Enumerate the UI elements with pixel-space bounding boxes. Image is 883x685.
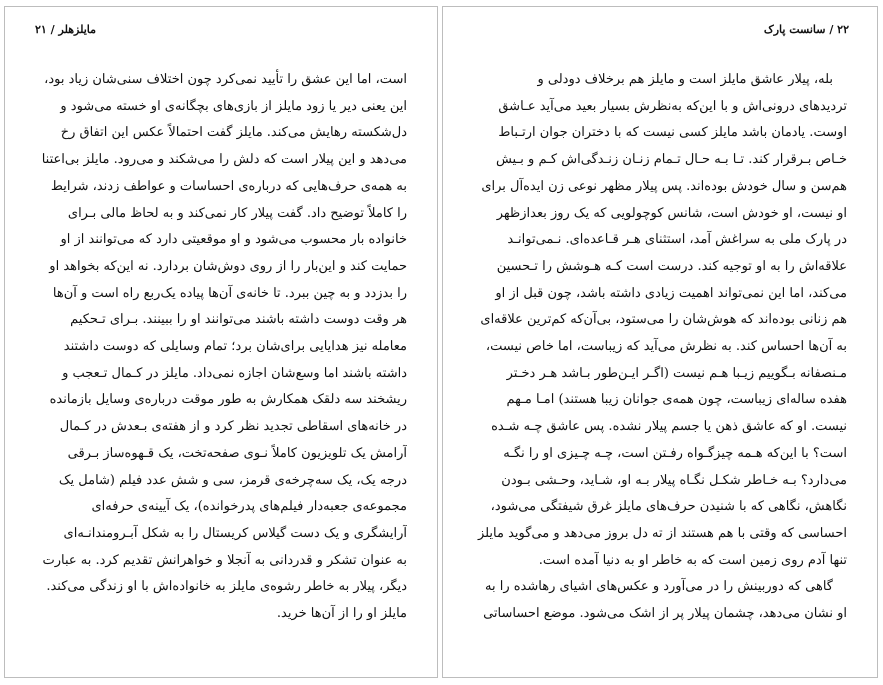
text-line: بله، پیلار عاشق مایلز است و مایلز هم برخلاف دودلی و — [537, 72, 833, 87]
text-line: علاقه‌اش را به او توجیه کند. درست است کـه هـوشش را تـحسین — [496, 258, 847, 274]
text-line: آرایشگری و یک دست گیلاس کریستال را به شکل آبـرومندانـه‌ای — [63, 525, 407, 541]
text-line: نگاهش، نگاهی که با شنیدن حرف‌های مایلز غرق شیفتگی می‌شود، — [490, 499, 847, 515]
text-line: در خانه‌های اسقاطی تجدید نظر کرد و از هفته‌ی بـعدش در کـمال — [59, 419, 407, 435]
text-line: را کاملاً توضیح داد. گفت پیلار کار نمی‌کند و به لحاظ مالی بـرای — [67, 205, 407, 221]
text-line: هم‌سن و سال خودش بوده‌اند. پس پیلار مظهر نوعی زن ایده‌آل برای — [481, 178, 847, 194]
text-line: را بدزدد و به چین ببرد. تا خانه‌ی آن‌ها پیاده یک‌ربع راه است و آن‌ها — [52, 285, 407, 301]
text-line: هر وقت دوست داشته باشند می‌توانند او را ببینند. بـرای تـحکیم — [70, 312, 407, 328]
text-line: او نشان می‌دهد، چشمان پیلار پر از اشک می‌شود. موضع احساساتی — [483, 606, 847, 622]
text-line: می‌کند، اما این نمی‌تواند اهمیت زیادی داشته باشد، چون قبل از او — [495, 285, 847, 301]
text-line: می‌دارد؟ بـه خـاطر شکـل نگـاه پیلار بـه او، شـاید، وحـشی بـودن — [501, 472, 847, 488]
text-line: معامله نیز هدایایی برای‌شان برد؛ تمام وسایلی که دوست داشتند — [63, 339, 407, 355]
right-running-head: ۲۲ / سانست پارک — [763, 23, 849, 36]
text-line: به همه‌ی حرف‌هایی که درباره‌ی احساسات و عواطف زدند، شرایط — [50, 178, 407, 194]
text-line: احساسی که وقتی با هم هستند از ته دل بروز می‌دهد و می‌گوید مایلز — [477, 525, 847, 541]
text-line: می‌دهد و این پیلار است که دلش را می‌شکند و می‌رود. مایلز بی‌اعتنا — [41, 152, 407, 168]
text-line: داشته باشند اما وسع‌شان اجازه نمی‌داد. مایلز در کـمال تـعجب و — [62, 365, 407, 381]
text-line: به آن‌ها احساس کند. به نظرش می‌آید که زیباست، اما خاص نیست، — [485, 339, 847, 355]
text-line: تردیدهای درونی‌اش و با این‌که به‌نظرش بسیار بعید می‌آید عـاشق — [498, 98, 847, 114]
text-line: نیست. او که عاشق ذهن یا جسم پیلار نشده. پس عاشق چـه شـده — [491, 419, 847, 435]
text-line: هفده ساله‌ای زیباست، چون همه‌ی جوانان زیبا هستند) امـا مـهم — [506, 392, 847, 408]
left-page — [4, 6, 438, 678]
text-line: دل‌شکسته رهایش می‌کند. مایلز گفت احتمالاً عکس این اتفاق رخ — [60, 125, 407, 141]
text-line: مایلز او را از آن‌ها خرید. — [276, 606, 407, 622]
text-line: است؟ با این‌که هـمه چیزگـواه رفـتن است، چـه چـیزی او را نگـه — [503, 445, 847, 461]
text-line: آرامش یک تلویزیون کاملاً نـوی صفحه‌تخت، یک قـهوه‌ساز بـرقی — [67, 445, 407, 461]
text-line: در پارک ملی به سراغش آمد، استثنای هـر قـاعده‌ای. نـمی‌توانـد — [507, 232, 847, 248]
text-line: خـاص بـرقرار کند. تـا بـه حـال تـمام زنـان زنـدگی‌اش کـم و بـیش — [495, 152, 847, 168]
text-line: اوست. یادمان باشد مایلز کسی نیست که با دختران جوان ارتـباط — [498, 125, 847, 141]
left-running-head: مایلزهلر / ۲۱ — [35, 23, 97, 36]
text-line: این یعنی دیر یا زود مایلز از بازی‌های بچگانه‌ی او خسته می‌شود و — [60, 98, 407, 114]
text-line: ریشخند سه دلقک همکارش به طور موقت درباره‌ی وسایل بازمانده — [49, 392, 407, 408]
right-page-body — [475, 67, 847, 628]
text-line: تنها آدم روی زمین است که به خاطر او به دنیا آمده است. — [538, 552, 847, 568]
right-page — [442, 6, 878, 678]
text-line: هم زنانی بوده‌اند که هوش‌شان را می‌ستود، بی‌آن‌که کم‌ترین علاقه‌ای — [480, 312, 847, 328]
text-line: او نیست، او خودش است، شانس کوچولویی که یک روز بعدازظهر — [496, 205, 847, 221]
text-line: مـنصفانه بـگوییم زیـبا هـم نیست (اگـر ایـن‌طور بـاشد هـر دخـتر — [506, 365, 847, 381]
text-line: است، اما این عشق را تأیید نمی‌کرد چون اختلاف سنی‌شان زیاد بود، — [44, 72, 407, 87]
text-line: گاهی که دوربینش را در می‌آورد و عکس‌های اشیای رهاشده را به — [485, 579, 833, 595]
text-line: درجه یک، یک سه‌چرخه‌ی قرمز، سی و شش عدد فیلم (شامل یک — [58, 472, 407, 488]
text-line: حمایت کند و این‌بار را از روی دوش‌شان بردارد. نه این‌که بخواهد او — [49, 258, 407, 274]
left-page-body — [35, 67, 407, 628]
text-line: خانواده بار محسوب می‌شود و او موقعیتی دارد که می‌توانند از او — [60, 232, 407, 248]
text-line: به عنوان تشکر و قدردانی به آنجلا و خواهرانش تقدیم کرد. به عبارت — [42, 552, 407, 568]
text-line: دیگر، پیلار به خاطر رشوه‌ی مایلز به خانواده‌اش با او زندگی می‌کند. — [46, 579, 407, 595]
text-line: مجموعه‌ی جعبه‌دار فیلم‌های پدرخوانده)، یک آیینه‌ی حرفه‌ای — [91, 499, 407, 515]
